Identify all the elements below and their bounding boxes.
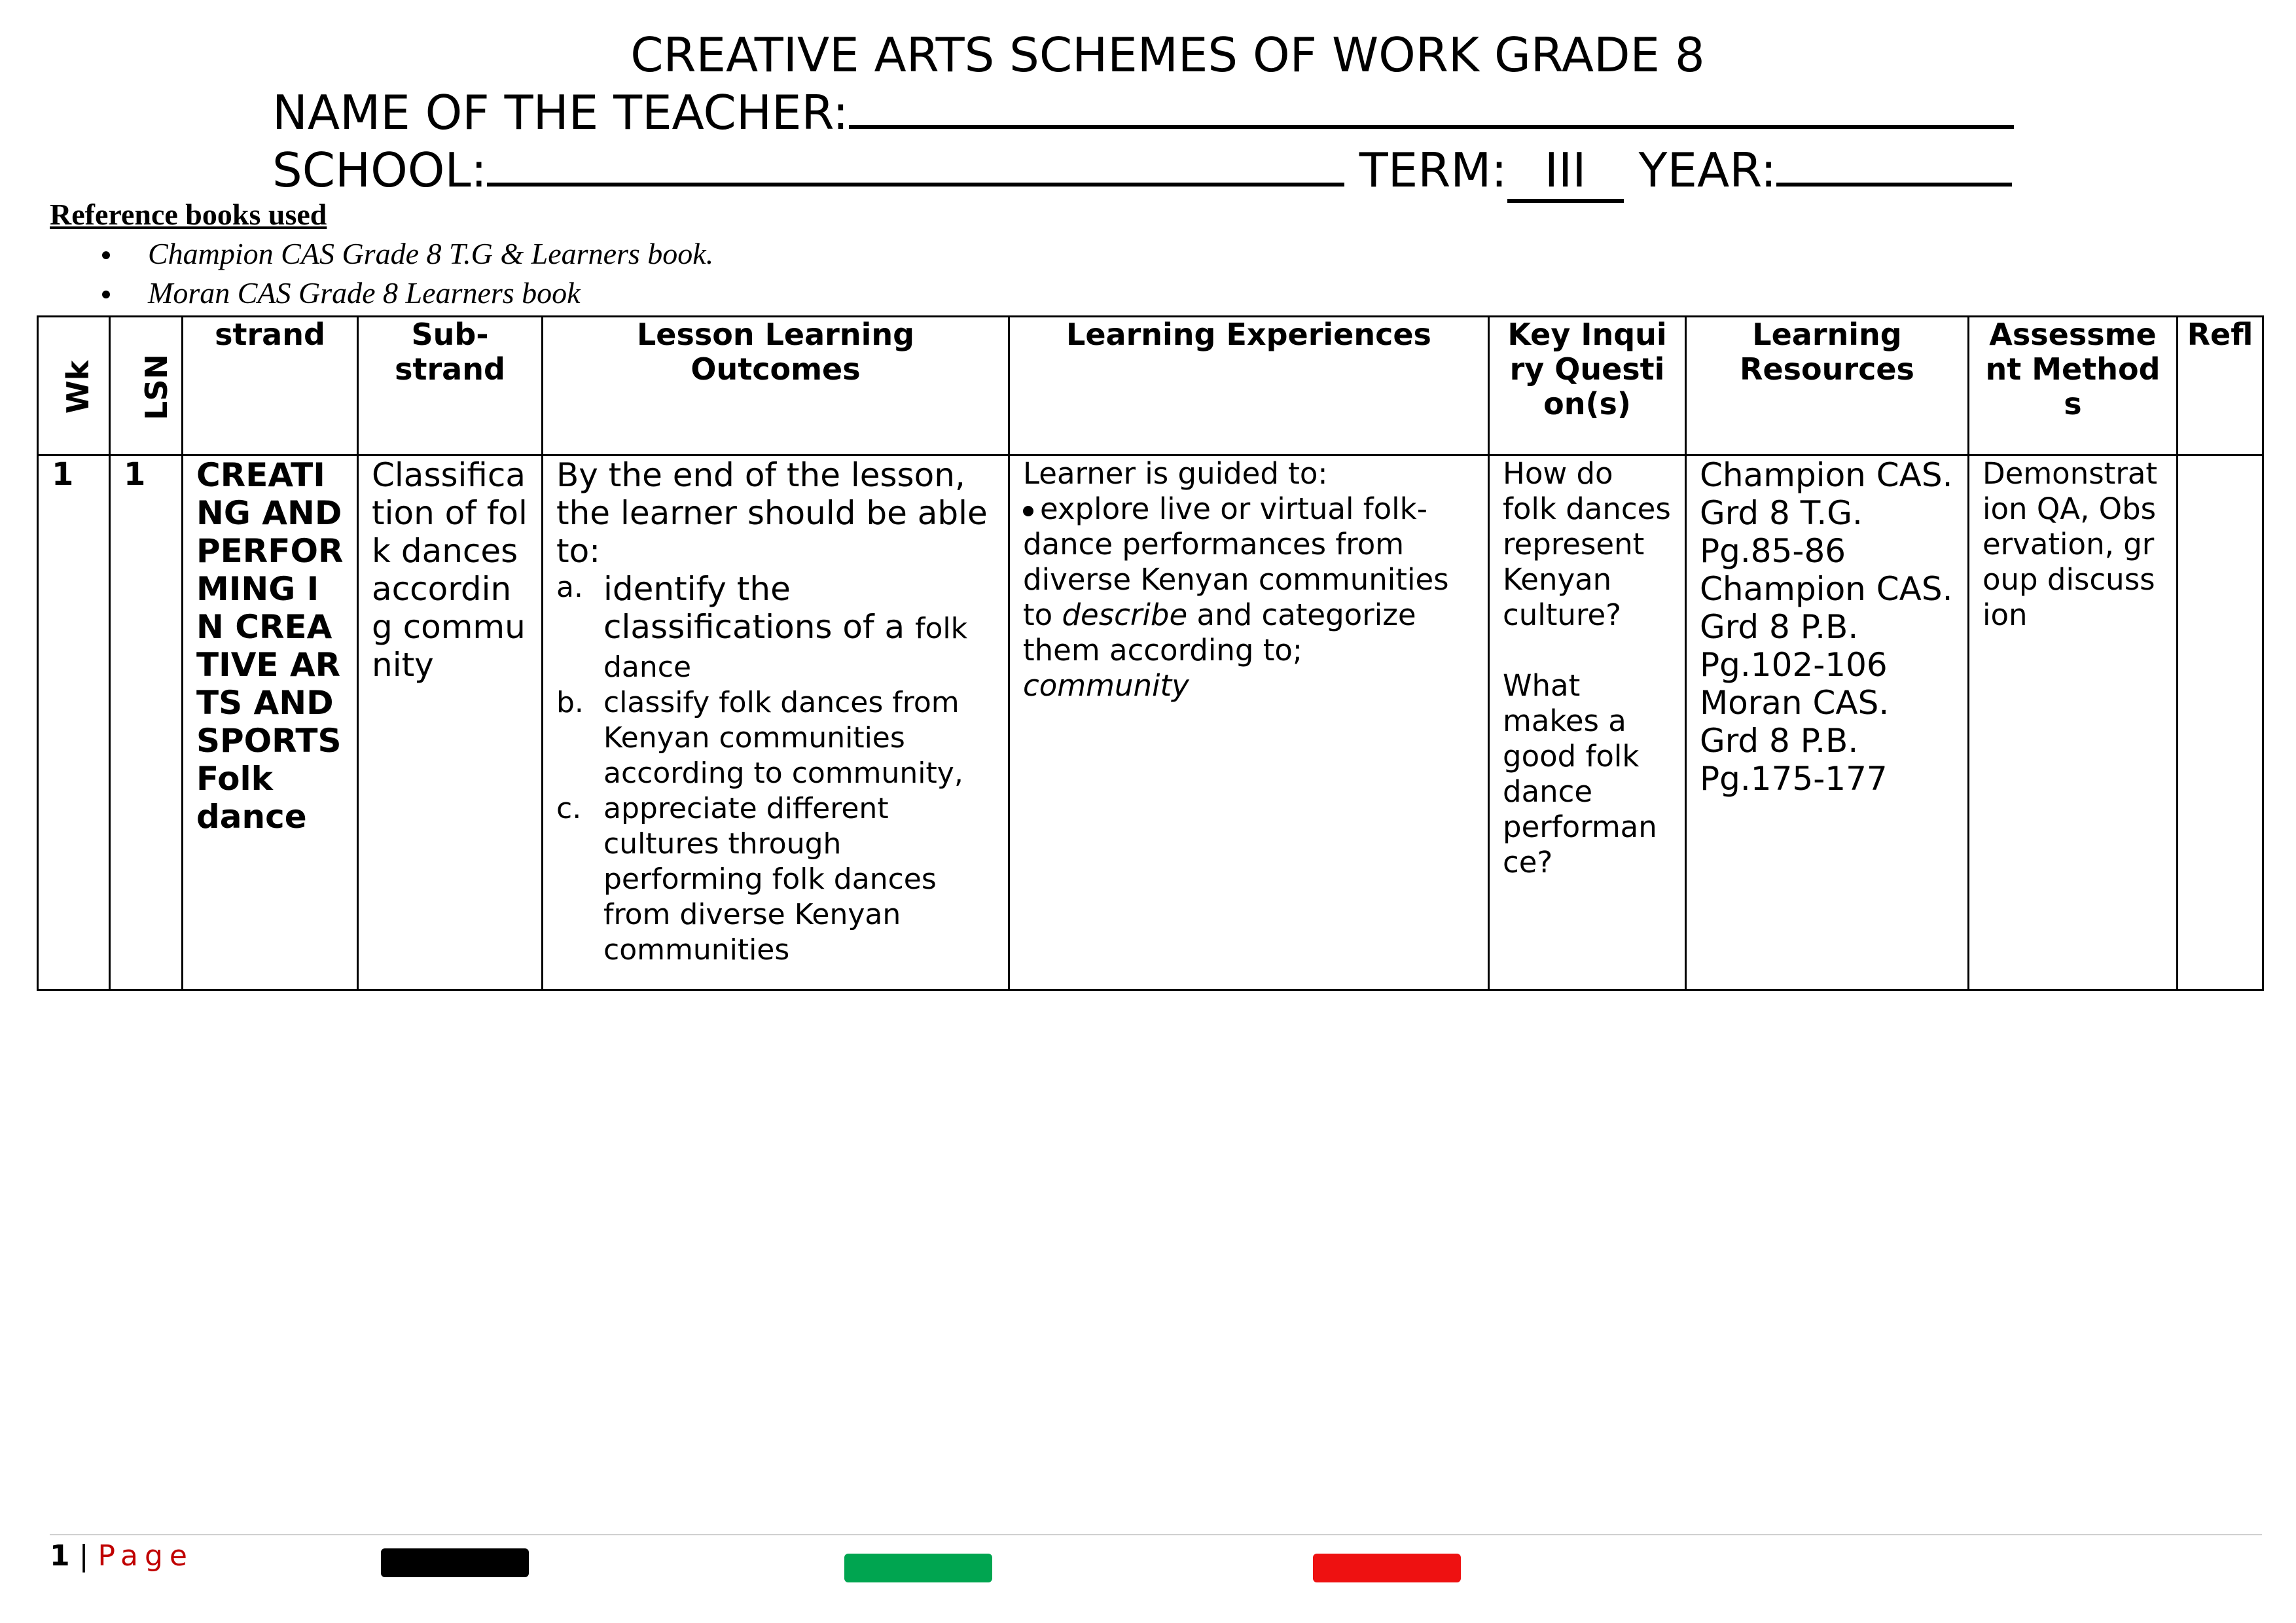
teacher-name-blank[interactable] [849, 86, 2014, 129]
header-lsn: LSN [110, 317, 183, 455]
strand-text: CREATING AND PERFORMING IN CREATIVE ARTS AND SPORTS [196, 456, 344, 760]
footer-divider [50, 1534, 2262, 1535]
reference-item: Champion CAS Grade 8 T.G & Learners book. [50, 234, 713, 274]
red-bar [1313, 1554, 1461, 1582]
header-key-question: Key Inquiry Question(s) [1489, 317, 1686, 455]
cell-wk: 1 [38, 455, 110, 990]
document-title: CREATIVE ARTS SCHEMES OF WORK GRADE 8 [630, 27, 1705, 82]
outcomes-intro: By the end of the lesson, the learner should be able to: [556, 456, 988, 570]
key-question-1: How do folk dances represent Kenyan culture? [1503, 456, 1671, 632]
scheme-of-work-table [37, 315, 2264, 991]
reference-list [50, 234, 713, 313]
experiences-intro: Learner is guided to: [1023, 456, 1328, 491]
outcome-item: b. classify folk dances from Kenyan communities according to community, [556, 686, 963, 790]
outcome-item: c. appreciate different cultures through performing folk dances from diverse Kenyan communities [556, 792, 937, 967]
table-row [38, 455, 2263, 990]
term-label: TERM: [1359, 143, 1507, 198]
page-footer [50, 1538, 194, 1575]
cell-key-question [1489, 455, 1686, 990]
header-sub-strand: Sub-strand [358, 317, 543, 455]
cell-lsn: 1 [110, 455, 183, 990]
cell-refl [2178, 455, 2263, 990]
experience-item: explore live or virtual folk-dance performances from diverse Kenyan communities to describe and categorize them according to; community [1023, 491, 1449, 703]
year-label: YEAR: [1638, 143, 1777, 198]
term-value[interactable]: III [1507, 141, 1624, 203]
bullet-icon [1023, 506, 1033, 516]
header-outcomes: Lesson Learning Outcomes [543, 317, 1009, 455]
cell-resources: Champion CAS. Grd 8 T.G. Pg.85-86 Champion CAS. Grd 8 P.B. Pg.102-106 Moran CAS. Grd 8 P.B. Pg.175-177 [1686, 455, 1969, 990]
teacher-label: NAME OF THE TEACHER: [272, 85, 849, 140]
key-question-2: What makes a good folk dance performance? [1503, 668, 1657, 880]
page-number: 1 [50, 1539, 70, 1573]
cell-strand [183, 455, 358, 990]
outcomes-list [556, 570, 995, 968]
header-strand: strand [183, 317, 358, 455]
footer-separator: | [79, 1539, 89, 1573]
document-header [0, 26, 2296, 84]
year-blank[interactable] [1776, 143, 2012, 187]
reference-books-title: Reference books used [50, 198, 327, 231]
cell-assessment: Demonstration QA, Observation, group discussion [1969, 455, 2178, 990]
page-word: Page [98, 1539, 194, 1573]
header-refl: Refl [2178, 317, 2263, 455]
header-assessment: Assessment Methods [1969, 317, 2178, 455]
header-experiences: Learning Experiences [1009, 317, 1489, 455]
school-label: SCHOOL: [272, 143, 487, 198]
reference-item: Moran CAS Grade 8 Learners book [50, 274, 713, 313]
strand-sub-text: Folk dance [196, 760, 307, 836]
cell-sub-strand: Classification of folk dances according community [358, 455, 543, 990]
cell-experiences [1009, 455, 1489, 990]
black-bar [381, 1548, 529, 1577]
green-bar [844, 1554, 992, 1582]
outcome-item: a. identify the classifications of a folk dance [556, 570, 968, 684]
header-resources: Learning Resources [1686, 317, 1969, 455]
school-name-blank[interactable] [487, 143, 1344, 187]
teacher-line [272, 84, 2014, 141]
cell-outcomes [543, 455, 1009, 990]
table-header-row [38, 317, 2263, 455]
school-line [272, 141, 2012, 203]
bullet-icon [102, 291, 110, 298]
bullet-icon [102, 251, 110, 259]
header-wk: Wk [38, 317, 110, 455]
reference-books [50, 195, 713, 313]
